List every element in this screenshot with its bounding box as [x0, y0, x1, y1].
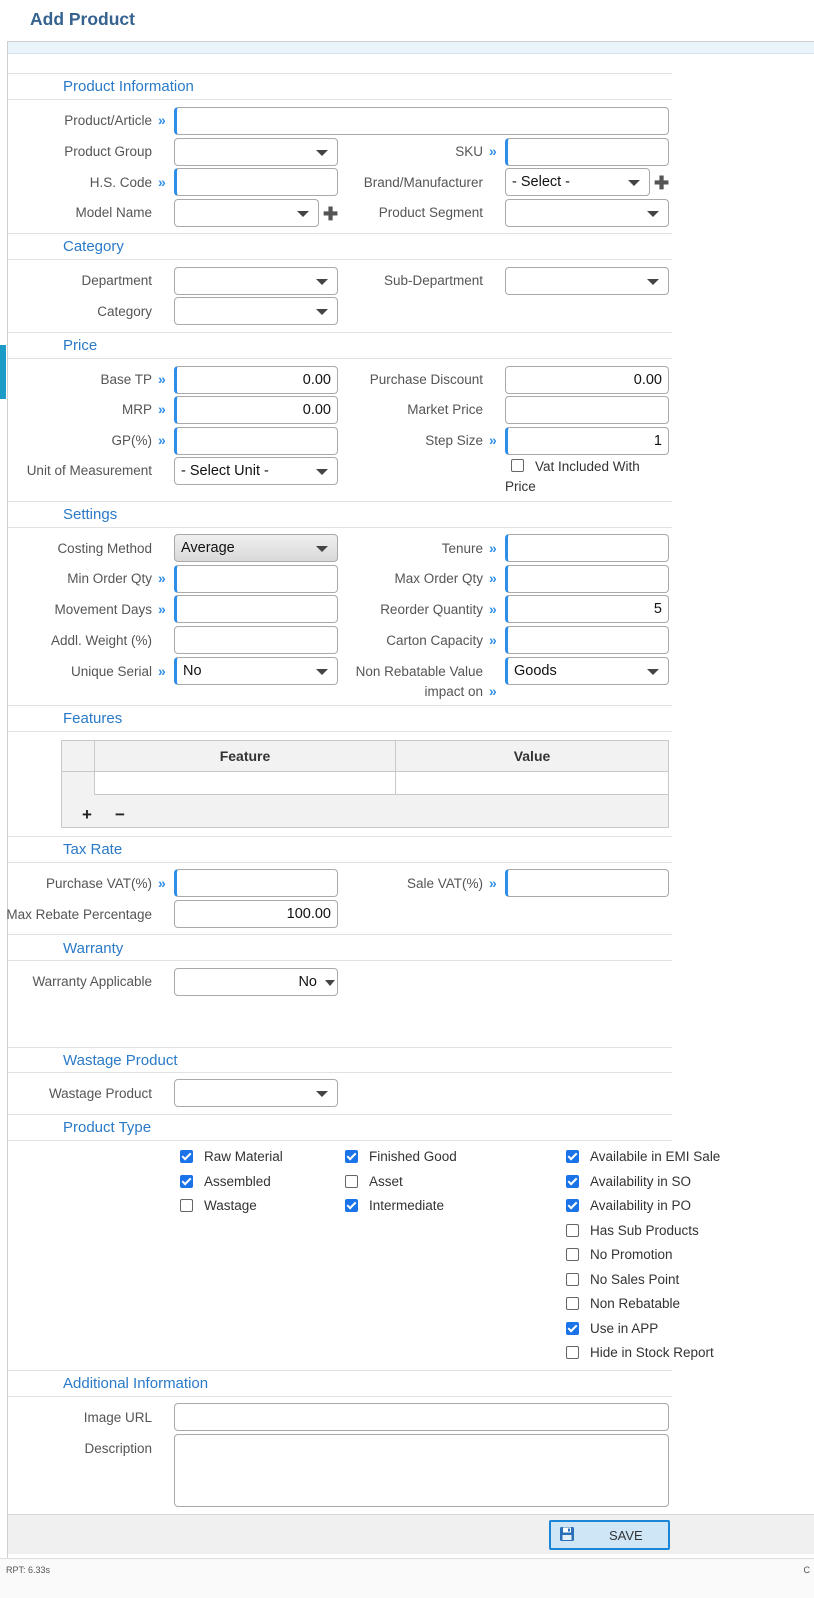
required-icon: »	[158, 401, 163, 417]
availability-in-po-label: Availability in PO	[590, 1198, 692, 1213]
finished-good-checkbox[interactable]	[345, 1150, 358, 1163]
tenure-label: Tenure	[441, 541, 483, 556]
toolbar-strip	[8, 42, 814, 54]
divider	[8, 836, 672, 837]
floppy-disk-icon	[559, 1526, 575, 1542]
costing-method-select[interactable]	[174, 534, 338, 562]
chevron-down-icon	[316, 309, 328, 315]
product-article-label: Product/Article	[64, 113, 152, 128]
required-icon: »	[489, 143, 494, 159]
mrp-input[interactable]: 0.00	[174, 396, 338, 424]
required-icon: »	[158, 663, 163, 679]
sale-vat-input[interactable]	[505, 869, 669, 897]
max-rebate-label: Max Rebate Percentage	[6, 907, 152, 922]
divider	[8, 862, 672, 863]
section-category: Category	[63, 238, 124, 255]
asset-checkbox[interactable]	[345, 1175, 358, 1188]
description-label: Description	[84, 1441, 152, 1456]
required-icon: »	[158, 875, 163, 891]
gp-label: GP(%)	[111, 433, 152, 448]
availability-in-po-checkbox[interactable]	[566, 1199, 579, 1212]
required-icon: »	[158, 112, 163, 128]
divider	[8, 501, 672, 502]
non-rebatable-label: Non Rebatable Value	[355, 664, 483, 679]
section-settings: Settings	[63, 506, 118, 523]
chevron-down-icon	[316, 669, 328, 675]
warranty-applicable-select[interactable]	[174, 968, 338, 996]
divider	[8, 1396, 672, 1397]
product-segment-select[interactable]	[505, 199, 669, 227]
wastage-product-label: Wastage Product	[48, 1086, 152, 1101]
costing-method-label: Costing Method	[57, 541, 152, 556]
chevron-down-icon	[316, 279, 328, 285]
warranty-applicable-value: No	[298, 974, 317, 990]
divider	[8, 1140, 672, 1141]
chevron-down-icon	[316, 150, 328, 156]
purchase-vat-label: Purchase VAT(%)	[45, 876, 152, 891]
wastage-label: Wastage	[204, 1198, 257, 1213]
market-price-label: Market Price	[407, 402, 483, 417]
description-textarea[interactable]	[174, 1434, 669, 1507]
product-segment-label: Product Segment	[378, 205, 483, 220]
sku-label: SKU	[455, 144, 483, 159]
purchase-discount-label: Purchase Discount	[369, 372, 483, 387]
section-wastage-product: Wastage Product	[63, 1052, 178, 1069]
chevron-down-icon	[647, 279, 659, 285]
sub-department-label: Sub-Department	[383, 273, 483, 288]
uom-select[interactable]	[174, 457, 338, 485]
finished-good-label: Finished Good	[369, 1149, 457, 1164]
divider	[8, 1047, 672, 1048]
footer-bar	[8, 1514, 814, 1554]
uom-label: Unit of Measurement	[26, 463, 152, 478]
divider	[8, 73, 672, 74]
addl-weight-label: Addl. Weight (%)	[50, 633, 152, 648]
hs-code-input[interactable]	[174, 168, 338, 196]
max-rebate-input[interactable]: 100.00	[174, 900, 338, 928]
section-product-type: Product Type	[63, 1119, 152, 1136]
no-promotion-checkbox[interactable]	[566, 1248, 579, 1261]
required-icon: »	[489, 632, 494, 648]
step-size-input[interactable]: 1	[505, 427, 669, 455]
page-title: Add Product	[30, 9, 135, 29]
purchase-vat-input[interactable]	[174, 869, 338, 897]
product-article-input[interactable]	[174, 107, 669, 135]
gp-input[interactable]	[174, 427, 338, 455]
section-price: Price	[63, 337, 98, 354]
hide-in-stock-report-checkbox[interactable]	[566, 1346, 579, 1359]
model-name-select[interactable]	[174, 199, 319, 227]
movement-days-label: Movement Days	[54, 602, 152, 617]
divider	[8, 259, 672, 260]
chevron-down-icon	[316, 1091, 328, 1097]
uom-value: - Select Unit -	[181, 463, 269, 479]
chevron-down-icon	[316, 469, 328, 475]
save-label: SAVE	[609, 1528, 643, 1543]
sub-department-select[interactable]	[505, 267, 669, 295]
costing-method-value: Average	[181, 540, 235, 556]
section-tax-rate: Tax Rate	[63, 841, 123, 858]
product-group-select[interactable]	[174, 138, 338, 166]
use-in-app-checkbox[interactable]	[566, 1322, 579, 1335]
intermediate-label: Intermediate	[369, 1198, 445, 1213]
required-icon: »	[489, 601, 494, 617]
assembled-label: Assembled	[204, 1174, 271, 1189]
image-url-label: Image URL	[83, 1410, 152, 1425]
unique-serial-value: No	[183, 663, 202, 679]
category-label: Category	[97, 304, 152, 319]
non-rebatable-checkbox[interactable]	[566, 1297, 579, 1310]
divider	[8, 1370, 672, 1371]
assembled-checkbox[interactable]	[180, 1175, 193, 1188]
sku-input[interactable]	[505, 138, 669, 166]
min-order-qty-input[interactable]	[174, 565, 338, 593]
brand-select[interactable]	[505, 168, 650, 196]
sale-vat-label: Sale VAT(%)	[406, 876, 483, 891]
divider	[8, 705, 672, 706]
divider	[8, 233, 672, 234]
raw-material-checkbox[interactable]	[180, 1150, 193, 1163]
required-icon: »	[158, 174, 163, 190]
required-icon: »	[158, 371, 163, 387]
features-grid	[61, 740, 669, 828]
section-features: Features	[63, 710, 123, 727]
required-icon: »	[489, 683, 494, 699]
title-bar	[7, 0, 814, 42]
status-text-right: C	[803, 1565, 810, 1575]
addl-weight-input[interactable]	[174, 626, 338, 654]
warranty-applicable-label: Warranty Applicable	[32, 974, 152, 989]
product-group-label: Product Group	[64, 144, 152, 159]
required-icon: »	[489, 570, 494, 586]
divider	[8, 358, 672, 359]
non-rebatable-value: Goods	[514, 663, 557, 679]
divider	[8, 1072, 672, 1073]
section-product-information: Product Information	[63, 78, 194, 95]
hs-code-label: H.S. Code	[89, 175, 152, 190]
add-brand-icon[interactable]: ✚	[654, 173, 670, 193]
grid-row-header	[62, 741, 95, 795]
movement-days-input[interactable]	[174, 595, 338, 623]
required-icon: »	[489, 875, 494, 891]
model-name-label: Model Name	[75, 205, 152, 220]
divider	[8, 99, 672, 100]
chevron-down-icon	[647, 211, 659, 217]
tenure-input[interactable]	[505, 534, 669, 562]
chevron-down-icon	[647, 669, 659, 675]
min-order-qty-label: Min Order Qty	[67, 571, 152, 586]
base-tp-input[interactable]: 0.00	[174, 366, 338, 394]
divider	[8, 332, 672, 333]
availabile-in-emi-sale-label: Availabile in EMI Sale	[590, 1149, 721, 1164]
vat-included-label: Vat Included With	[535, 459, 640, 474]
feature-column-header[interactable]: Feature	[219, 748, 271, 764]
department-label: Department	[81, 273, 152, 288]
max-order-qty-input[interactable]	[505, 565, 669, 593]
wastage-product-select[interactable]	[174, 1079, 338, 1107]
non-rebatable-label-cont: impact on	[424, 684, 483, 699]
image-url-input[interactable]	[174, 1403, 669, 1431]
chevron-down-icon	[325, 980, 335, 986]
unique-serial-label: Unique Serial	[70, 664, 152, 679]
required-icon: »	[489, 540, 494, 556]
divider	[8, 960, 672, 961]
status-bar	[0, 1558, 814, 1598]
reorder-quantity-input[interactable]: 5	[505, 595, 669, 623]
no-promotion-label: No Promotion	[590, 1247, 673, 1262]
non-rebatable-select[interactable]	[505, 657, 669, 685]
save-button[interactable]	[549, 1520, 670, 1550]
unique-serial-select[interactable]	[174, 657, 338, 685]
has-sub-products-checkbox[interactable]	[566, 1224, 579, 1237]
section-additional-information: Additional Information	[63, 1375, 209, 1392]
carton-capacity-label: Carton Capacity	[386, 633, 483, 648]
no-sales-point-checkbox[interactable]	[566, 1273, 579, 1286]
has-sub-products-label: Has Sub Products	[590, 1223, 699, 1238]
category-select[interactable]	[174, 297, 338, 325]
non-rebatable-label: Non Rebatable	[590, 1296, 681, 1311]
base-tp-label: Base TP	[100, 372, 152, 387]
wastage-checkbox[interactable]	[180, 1199, 193, 1212]
purchase-discount-input[interactable]: 0.00	[505, 366, 669, 394]
availability-in-so-checkbox[interactable]	[566, 1175, 579, 1188]
chevron-down-icon	[628, 180, 640, 186]
status-text: RPT: 6.33s	[6, 1565, 51, 1575]
table-row[interactable]	[95, 772, 668, 795]
reorder-quantity-label: Reorder Quantity	[380, 602, 483, 617]
max-order-qty-label: Max Order Qty	[394, 571, 483, 586]
no-sales-point-label: No Sales Point	[590, 1272, 680, 1287]
chevron-down-icon	[316, 546, 328, 552]
availabile-in-emi-sale-checkbox[interactable]	[566, 1150, 579, 1163]
asset-label: Asset	[369, 1174, 403, 1189]
brand-label: Brand/Manufacturer	[363, 175, 483, 190]
side-resize-handle[interactable]	[0, 345, 6, 399]
divider	[8, 731, 672, 732]
chevron-down-icon	[297, 211, 309, 217]
raw-material-label: Raw Material	[204, 1149, 283, 1164]
divider	[8, 527, 672, 528]
mrp-label: MRP	[122, 402, 152, 417]
market-price-input[interactable]	[505, 396, 669, 424]
use-in-app-label: Use in APP	[590, 1321, 659, 1336]
divider	[8, 934, 672, 935]
required-icon: »	[489, 432, 494, 448]
column-separator	[395, 741, 396, 795]
carton-capacity-input[interactable]	[505, 626, 669, 654]
required-icon: »	[158, 432, 163, 448]
vat-included-checkbox[interactable]	[511, 459, 524, 472]
section-warranty: Warranty	[63, 940, 124, 957]
intermediate-checkbox[interactable]	[345, 1199, 358, 1212]
step-size-label: Step Size	[425, 433, 483, 448]
brand-value: - Select -	[512, 174, 571, 190]
value-column-header[interactable]: Value	[513, 748, 551, 764]
add-row-button[interactable]: +	[82, 805, 92, 824]
hide-in-stock-report-label: Hide in Stock Report	[590, 1345, 714, 1360]
remove-row-button[interactable]: −	[115, 805, 125, 824]
vat-included-label-cont: Price	[505, 479, 536, 494]
add-model-icon[interactable]: ✚	[323, 204, 339, 224]
availability-in-so-label: Availability in SO	[590, 1174, 692, 1189]
required-icon: »	[158, 601, 163, 617]
divider	[8, 1114, 672, 1115]
required-icon: »	[158, 570, 163, 586]
department-select[interactable]	[174, 267, 338, 295]
